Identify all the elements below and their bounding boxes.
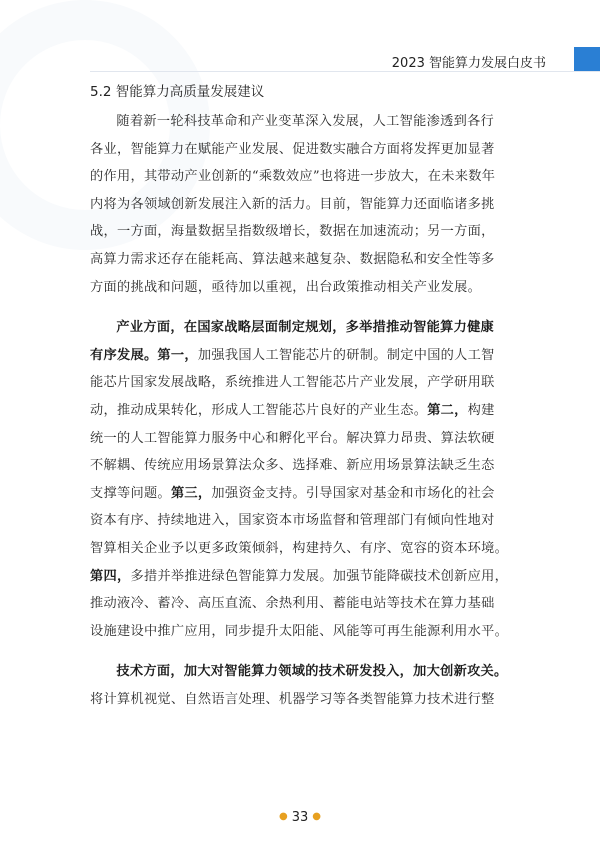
text-run: 不解耦、传统应用场景算法众多、选择难、新应用场景算法缺乏生态 [90, 458, 495, 474]
text-line [90, 397, 513, 425]
section-heading: 5.2 智能算力高质量发展建议 [90, 84, 265, 100]
bold-text: 第三， [170, 485, 212, 501]
page-number: 33 [291, 810, 309, 825]
paragraph [90, 314, 513, 645]
text-line [90, 563, 513, 591]
text-line [90, 369, 513, 397]
text-line [90, 452, 513, 480]
text-run: 战，一方面，海量数据呈指数级增长，数据在加速流动；另一方面， [90, 224, 495, 240]
text-run: 推动液冷、蓄冷、高压直流、余热利用、蓄能电站等技术在算力基础 [90, 596, 495, 612]
footer-dot-left: ● [278, 811, 288, 822]
text-run: 各业，智能算力在赋能产业发展、促进数实融合方面将发挥更加显著 [90, 141, 495, 157]
text-line [90, 108, 513, 136]
text-run: 资本有序、持续地进入，国家资本市场监督和管理部门有倾向性地对 [90, 513, 495, 529]
text-line [90, 618, 513, 646]
text-line [90, 163, 513, 191]
header-accent-tab [574, 47, 600, 71]
text-run: 设施建设中推广应用，同步提升太阳能、风能等可再生能源利用水平。 [90, 623, 509, 639]
text-line [90, 136, 513, 164]
text-run: 方面的挑战和问题，亟待加以重视，出台政策推动相关产业发展。 [90, 279, 482, 295]
text-line [90, 425, 513, 453]
paragraph [90, 658, 513, 713]
body-text [90, 108, 513, 713]
bold-text: 技术方面，加大对智能算力领域的技术研发投入，加大创新攻关。 [116, 664, 508, 680]
text-line [90, 314, 513, 342]
text-line [90, 507, 513, 535]
document-header-title: 2023 智能算力发展白皮书 [391, 56, 546, 71]
text-run: 将计算机视觉、自然语言处理、机器学习等各类智能算力技术进行整 [90, 691, 495, 707]
text-run: 随着新一轮科技革命和产业变革深入发展，人工智能渗透到各行 [116, 114, 495, 129]
text-line [90, 191, 513, 219]
paragraph [90, 108, 513, 301]
text-run: 加强资金支持。引导国家对基金和市场化的社会 [211, 485, 495, 501]
text-run: 构建 [467, 402, 495, 418]
text-run: 动，推动成果转化，形成人工智能芯片良好的产业生态。 [90, 402, 428, 418]
text-line [90, 218, 513, 246]
text-run: 支撑等问题。 [90, 485, 171, 501]
text-run: 能芯片国家发展战略，系统推进人工智能芯片产业发展，产学研用联 [90, 375, 495, 391]
header-divider [90, 71, 600, 72]
text-run: 内将为各领域创新发展注入新的活力。目前，智能算力还面临诸多挑 [90, 196, 495, 212]
text-run: 高算力需求还存在能耗高、算法越来越复杂、数据隐私和安全性等多 [90, 251, 495, 267]
text-line [90, 480, 513, 508]
text-line [90, 590, 513, 618]
bold-text: 第四， [90, 568, 131, 584]
text-run: 多措并举推进绿色智能算力发展。加强节能降碳技术创新应用， [130, 568, 509, 584]
footer-dot-right: ● [312, 811, 321, 822]
bold-text: 第二， [427, 402, 468, 418]
text-run: 统一的人工智能算力服务中心和孵化平台。解决算力昂贵、算法软硬 [90, 430, 495, 446]
text-line [90, 274, 513, 302]
bold-text: 产业方面，在国家战略层面制定规划，多举措推动智能算力健康 [116, 320, 495, 336]
text-run: 加强我国人工智能芯片的研制。制定中国的人工智 [197, 347, 495, 363]
text-line [90, 686, 513, 714]
text-line [90, 342, 513, 370]
text-line [90, 246, 513, 274]
text-line [90, 535, 513, 563]
page-footer [0, 810, 600, 825]
bold-text: 有序发展。第一， [90, 347, 198, 363]
text-run: 的作用，其带动产业创新的“乘数效应”也将进一步放大，在未来数年 [90, 169, 496, 185]
text-line [90, 658, 513, 686]
text-run: 智算相关企业予以更多政策倾斜，构建持久、有序、宽容的资本环境。 [90, 540, 509, 556]
